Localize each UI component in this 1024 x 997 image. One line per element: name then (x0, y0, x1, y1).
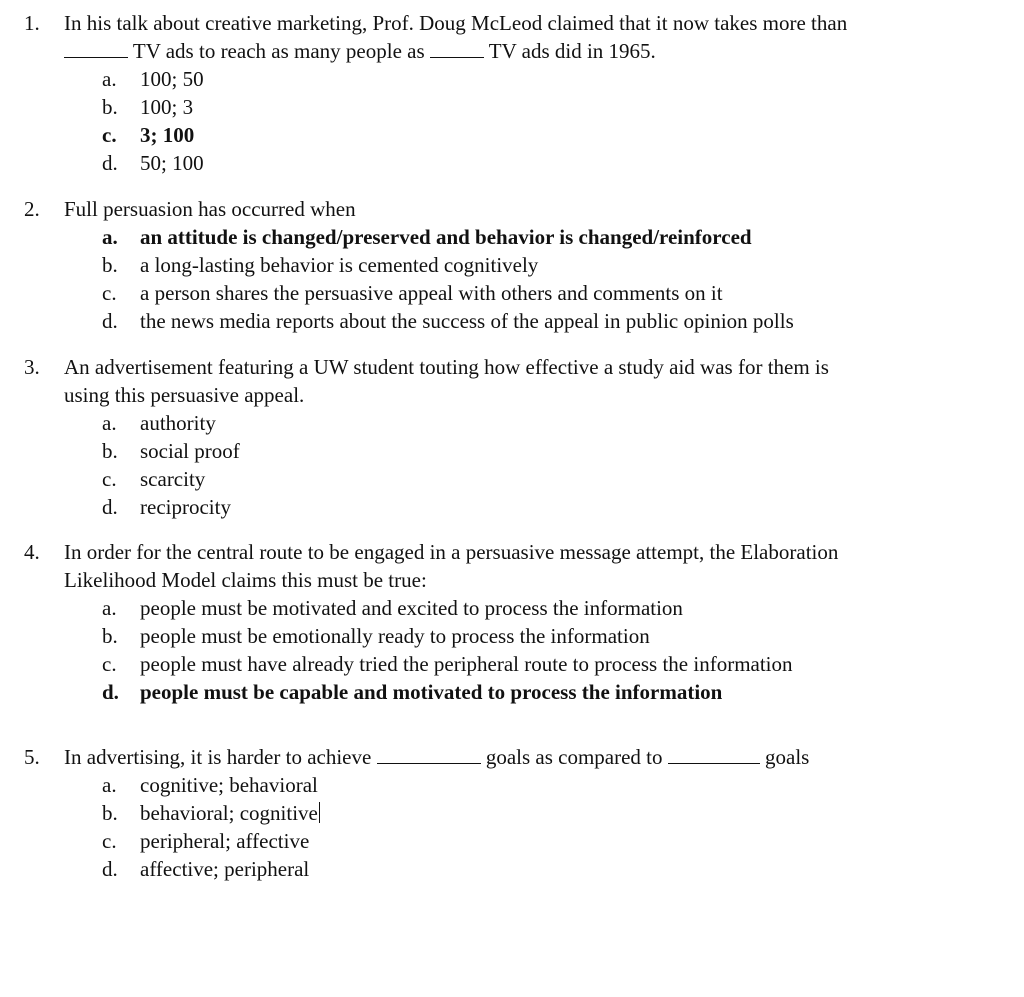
options-list (24, 223, 1014, 335)
question-text-line-2: using this persuasive appeal. (64, 383, 305, 407)
options-list (24, 409, 1014, 521)
option-d[interactable]: d. 50; 100 (102, 151, 204, 175)
options-list (24, 771, 1014, 883)
question-text-line-2: Likelihood Model claims this must be true: (64, 568, 427, 592)
option-a[interactable]: a. cognitive; behavioral (102, 773, 318, 797)
option-b[interactable]: b. behavioral; cognitive (24, 799, 1014, 827)
text-cursor (319, 802, 321, 823)
option-b[interactable]: b. people must be emotionally ready to process the information (102, 624, 650, 648)
option-a[interactable]: a. 100; 50 (102, 67, 204, 91)
question-text: An advertisement featuring a UW student touting how effective a study aid was for them is (64, 355, 829, 379)
question-text: In advertising, it is harder to achieve goals as compared to goals (64, 745, 810, 769)
question-3 (24, 353, 1014, 521)
options-list (24, 594, 1014, 706)
option-b[interactable]: b. social proof (102, 439, 240, 463)
option-c[interactable]: c. scarcity (102, 467, 206, 491)
option-a[interactable]: a. people must be motivated and excited to process the information (102, 596, 683, 620)
question-5 (24, 743, 1014, 883)
question-number: 1. (24, 11, 40, 35)
question-number: 4. (24, 540, 40, 564)
question-text: In his talk about creative marketing, Prof. Doug McLeod claimed that it now takes more than (64, 11, 848, 35)
answer-blank (377, 745, 481, 764)
option-a[interactable]: a. an attitude is changed/preserved and behavior is changed/reinforced (102, 225, 752, 249)
option-c[interactable]: c. peripheral; affective (102, 829, 310, 853)
question-4 (24, 538, 1014, 706)
option-b[interactable]: b. 100; 3 (102, 95, 194, 119)
question-text-line-2: TV ads to reach as many people as TV ads did in 1965. (64, 37, 656, 65)
option-c[interactable]: c. 3; 100 (102, 123, 195, 147)
question-number: 3. (24, 355, 40, 379)
option-d[interactable]: d. the news media reports about the success of the appeal in public opinion polls (102, 309, 794, 333)
answer-blank (668, 745, 760, 764)
question-number: 2. (24, 197, 40, 221)
option-d[interactable]: d. affective; peripheral (102, 857, 310, 881)
question-text: In order for the central route to be engaged in a persuasive message attempt, the Elaboration (64, 540, 839, 564)
option-c[interactable]: c. people must have already tried the peripheral route to process the information (102, 652, 793, 676)
answer-blank (64, 39, 128, 58)
question-2 (24, 195, 1014, 335)
option-a[interactable]: a. authority (102, 411, 216, 435)
option-d[interactable]: d. people must be capable and motivated to process the information (102, 680, 723, 704)
question-text: Full persuasion has occurred when (64, 197, 356, 221)
options-list (24, 65, 1014, 177)
question-1 (24, 9, 1014, 177)
option-c[interactable]: c. a person shares the persuasive appeal with others and comments on it (102, 281, 723, 305)
answer-blank (430, 39, 484, 58)
option-b[interactable]: b. a long-lasting behavior is cemented cognitively (102, 253, 539, 277)
option-d[interactable]: d. reciprocity (102, 495, 231, 519)
question-number: 5. (24, 745, 40, 769)
